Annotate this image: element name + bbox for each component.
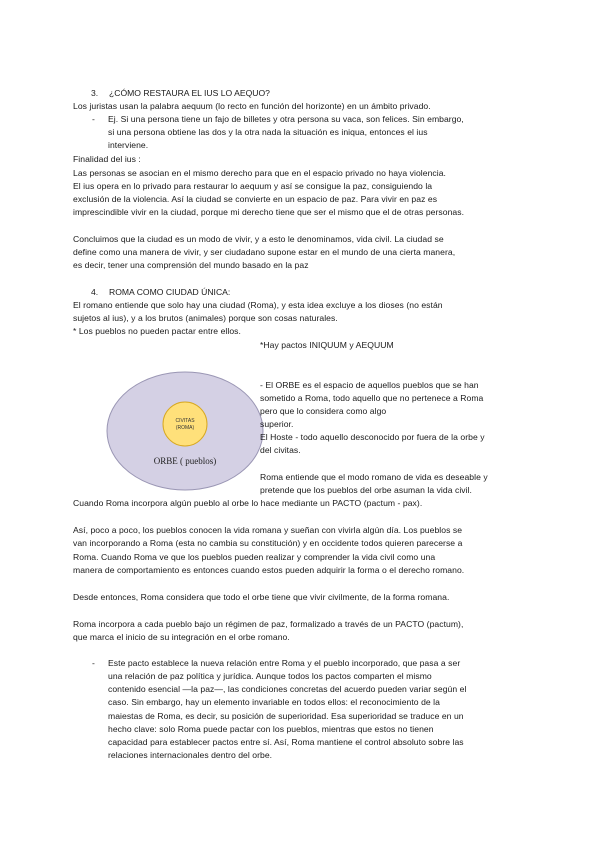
bullet-line: una relación de paz política y jurídica. Aunque todos los pactos comparten el mismo (108, 671, 432, 681)
section-3-heading: ¿CÓMO RESTAURA EL IUS LO AEQUO? (109, 88, 270, 98)
orbe-line: superior. (260, 419, 294, 429)
bullet-line: maiestas de Roma, es decir, su posición de superioridad. Esa superioridad se traduce en un (108, 711, 464, 721)
civitas-circle (163, 402, 207, 446)
pacto-line: Cuando Roma incorpora algún pueblo al orbe lo hace mediante un PACTO (pactum - pax). (73, 498, 423, 508)
orbe-civitas-diagram (105, 370, 265, 492)
paragraph-line: define como una manera de vivir, y ser ciudadano supone estar en el mundo de una cierta manera, (73, 247, 456, 257)
paragraph-line: Roma. Cuando Roma ve que los pueblos pueden realizar y comprender la vida civil como una (73, 552, 436, 562)
paragraph-line: van incorporando a Roma (esta no cambia su constitución) y en occidente todos quieren parecerse a (73, 538, 463, 548)
paragraph-line: Desde entonces, Roma considera que todo el orbe tiene que vivir civilmente, de la forma romana. (73, 592, 450, 602)
paragraph-line: es decir, tener una comprensión del mundo basado en la paz (73, 260, 309, 270)
bullet-line: caso. Sin embargo, hay un elemento invariable en todos ellos: el reconocimiento de la (108, 697, 440, 707)
paragraph-line: sujetos al ius), y a los brutos (animales) porque son cosas naturales. (73, 313, 338, 323)
orbe-line: pero que lo considera como algo (260, 406, 387, 416)
section-3-number: 3. (91, 88, 99, 98)
paragraph-line: El ius opera en lo privado para restaurar lo aequum y así se consigue la paz, consiguiendo la (73, 181, 433, 191)
bullet-line: Ej. Si una persona tiene un fajo de billetes y otra persona su vaca, son felices. Sin embargo, (108, 114, 464, 124)
paragraph-line: exclusión de la violencia. Así la ciudad se convierte en un espacio de paz. Para vivir en paz es (73, 194, 438, 204)
civitas-sublabel: (ROMA) (175, 425, 195, 431)
finalidad-label: Finalidad del ius : (73, 154, 141, 164)
paragraph-line: Así, poco a poco, los pueblos conocen la vida romana y sueñan con vivirla algún día. Los pueblos se (73, 525, 463, 535)
orbe-line: del civitas. (260, 445, 301, 455)
civitas-label: CIVITAS (175, 418, 195, 424)
paragraph-line: Concluimos que la ciudad es un modo de vivir, y a esto le denominamos, vida civil. La ciudad se (73, 234, 444, 244)
bullet-line: capacidad para establecer pactos entre sí. Así, Roma mantiene el control absoluto sobre las (108, 737, 464, 747)
roma-line: pretende que los pueblos del orbe asuman la vida civil. (260, 485, 472, 495)
note-pactos: *Hay pactos INIQUUM y AEQUUM (260, 340, 394, 350)
bullet-line: relaciones internacionales dentro del orbe. (108, 750, 273, 760)
orbe-line: El Hoste - todo aquello desconocido por fuera de la orbe y (260, 432, 485, 442)
orbe-line: - El ORBE es el espacio de aquellos pueblos que se han (260, 380, 479, 390)
paragraph-line: imprescindible vivir en la ciudad, porque mi derecho tiene que ser el mismo que el de otras personas. (73, 207, 465, 217)
section-3-intro: Los juristas usan la palabra aequum (lo recto en función del horizonte) en un ámbito privado. (73, 101, 431, 111)
paragraph-line: El romano entiende que solo hay una ciudad (Roma), y esta idea excluye a los dioses (no están (73, 300, 443, 310)
bullet-line: hecho clave: solo Roma puede pactar con los pueblos, mientras que estos no tienen (108, 724, 434, 734)
paragraph-line: Las personas se asocian en el mismo derecho para que en el espacio privado no haya violencia. (73, 168, 446, 178)
section-4-heading: ROMA COMO CIUDAD ÚNICA: (109, 287, 231, 297)
bullet-dash: - (92, 114, 95, 124)
section-4-number: 4. (91, 287, 99, 297)
paragraph-line: manera de comportamiento es entonces cuando estos pueden adquirir la forma o el derecho romano. (73, 565, 465, 575)
paragraph-line: Roma incorpora a cada pueblo bajo un régimen de paz, formalizado a través de un PACTO (pactum), (73, 619, 464, 629)
orbe-line: sometido a Roma, todo aquello que no pertenece a Roma (260, 393, 484, 403)
note-pueblos: * Los pueblos no pueden pactar entre ellos. (73, 326, 241, 336)
paragraph-line: que marca el inicio de su integración en el orbe romano. (73, 632, 290, 642)
bullet-line: contenido esencial —la paz—, las condiciones concretas del acuerdo pueden variar según el (108, 684, 467, 694)
roma-line: Roma entiende que el modo romano de vida es deseable y (260, 472, 488, 482)
orbe-diagram-svg (105, 370, 265, 492)
bullet-line: interviene. (108, 140, 149, 150)
orbe-label: ORBE ( pueblos) (153, 456, 217, 466)
bullet-line: Este pacto establece la nueva relación entre Roma y el pueblo incorporado, que pasa a ser (108, 658, 461, 668)
bullet-dash: - (92, 658, 95, 668)
bullet-line: si una persona obtiene las dos y la otra nada la situación es iniqua, entonces el ius (108, 127, 428, 137)
